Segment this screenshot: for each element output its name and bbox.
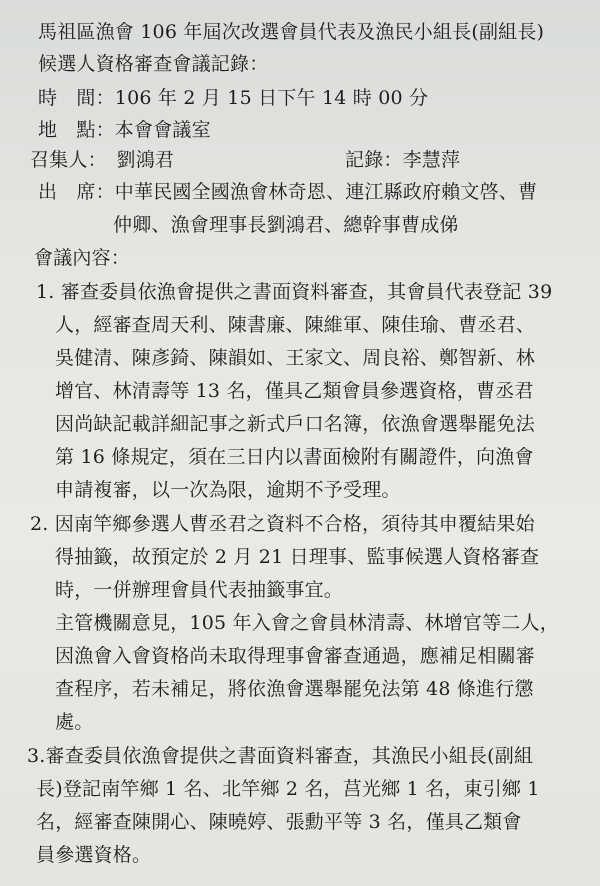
- meeting-time: 時 間：106 年 2 月 15 日下午 14 時 00 分: [38, 87, 429, 109]
- item1-line: 申請複審，以一次為限，逾期不予受理。: [55, 479, 401, 501]
- item3-line: 長)登記南竿鄉 1 名、北竿鄉 2 名，莒光鄉 1 名，東引鄉 1: [36, 778, 540, 800]
- convener: 召集人： 劉鴻君: [30, 149, 175, 171]
- meeting-place: 地 點：本會會議室: [38, 119, 211, 141]
- content-heading: 會議內容：: [34, 247, 131, 269]
- item3-line: 員參選資格。: [36, 844, 152, 866]
- recorder: 記錄：李慧萍: [345, 149, 461, 171]
- item2-line: 因漁會入會資格尚未取得理事會審查通過，應補足相關審: [55, 645, 536, 667]
- item2-line: 得抽籤，故預定於 2 月 21 日理事、監事候選人資格審查: [55, 546, 540, 568]
- item2-line: 查程序，若未補足，將依漁會選舉罷免法第 48 條進行懲: [55, 678, 534, 700]
- item1-line: 1. 審查委員依漁會提供之書面資料審查，其會員代表登記 39: [36, 281, 553, 303]
- item1-line: 增官、林清壽等 13 名，僅具乙類會員參選資格，曹丞君: [55, 380, 534, 402]
- title-line-1: 馬祖區漁會 106 年屆次改選會員代表及漁民小組長(副組長): [38, 21, 545, 43]
- item1-line: 第 16 條規定，須在三日内以書面檢附有關證件，向漁會: [55, 446, 534, 468]
- title-line-2: 候選人資格審查會議記錄：: [38, 53, 269, 75]
- item2-line: 時，一併辦理會員代表抽籤事宜。: [55, 579, 344, 601]
- attendees-line-2: 仲卿、漁會理事長劉鴻君、總幹事曹成俤: [113, 214, 459, 236]
- item1-line: 因尚缺記載詳細記事之新式戶口名簿，依漁會選舉罷免法: [55, 413, 536, 435]
- item3-line: 3.審查委員依漁會提供之書面資料審查，其漁民小組長(副組: [27, 745, 534, 767]
- item1-line: 吳健清、陳彥錡、陳韻如、王家文、周良裕、鄭智新、林: [55, 347, 536, 369]
- item2-line: 主管機關意見，105 年入會之會員林清壽、林增官等二人，: [55, 612, 559, 634]
- item3-line: 名，經審查陳開心、陳曉婷、張勳平等 3 名，僅具乙類會: [36, 811, 522, 833]
- item2-line: 2. 因南竿鄉參選人曹丞君之資料不合格，須待其申覆結果始: [30, 513, 535, 535]
- item1-line: 人，經審查周天利、陳書廉、陳維軍、陳佳瑜、曹丞君、: [55, 314, 536, 336]
- item2-line: 處。: [55, 711, 94, 733]
- attendees-line-1: 出 席：中華民國全國漁會林奇恩、連江縣政府賴文啓、曹: [38, 181, 538, 203]
